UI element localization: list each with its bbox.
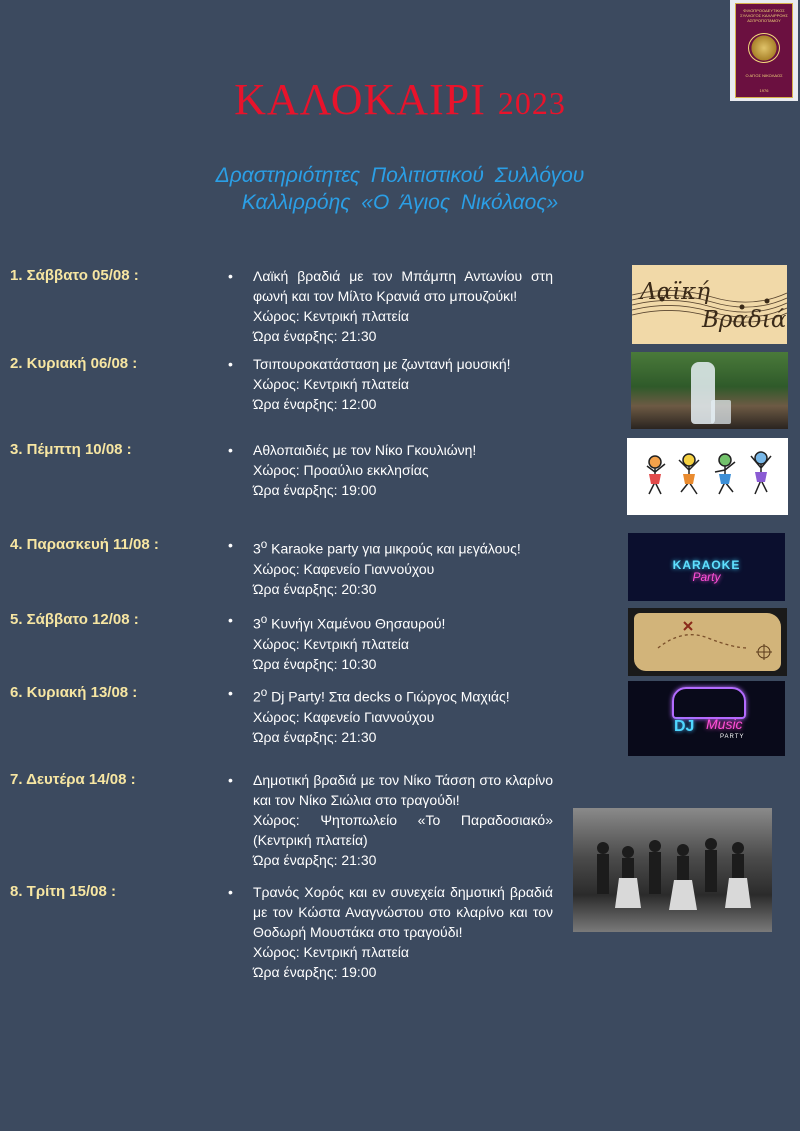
kids-figures-icon (627, 438, 788, 515)
event-day: 2. Κυριακή 06/08 : (10, 355, 138, 372)
bullet-icon: • (228, 685, 233, 701)
event-start-time: Ώρα έναρξης: 21:30 (253, 728, 377, 745)
karaoke-party-image (628, 533, 785, 601)
tsipouro-bottle-image (631, 352, 788, 429)
laiki-vradia-image (632, 265, 787, 344)
ordinal-suffix: ο (260, 538, 268, 551)
dancers-silhouette-icon (573, 808, 772, 932)
event-day: 5. Σάββατο 12/08 : (10, 611, 139, 628)
event-venue: Χώρος: Προαύλιο εκκλησίας (253, 462, 429, 478)
ordinal-number: 2 (253, 688, 261, 705)
bullet-icon: • (228, 268, 233, 284)
title-year: 2023 (497, 85, 566, 121)
title-word: ΚΑΛΟΚΑΙΡΙ (234, 75, 486, 124)
image-word-vradia: Βραδιά (702, 307, 787, 333)
logo-text-mid: Ο ΑΓΙΟΣ ΝΙΚΟΛΑΟΣ (745, 73, 783, 78)
event-activity: Αθλοπαιδιές με τον Νίκο Γκουλιώνη! (253, 442, 477, 458)
event-activity: Δημοτική βραδιά με τον Νίκο Τάσση στο κλαρίνο και τον Νίκο Σιώλια στο τραγούδι! (253, 772, 553, 808)
event-start-time: Ώρα έναρξης: 21:30 (253, 328, 377, 344)
event-start-time: Ώρα έναρξης: 12:00 (253, 396, 377, 412)
party-word: Party (692, 570, 721, 584)
event-day: 6. Κυριακή 13/08 : (10, 684, 138, 701)
event-activity: Τσιπουροκατάσταση με ζωντανή μουσική! (253, 356, 511, 372)
logo-text-bottom: 1976 (759, 88, 769, 93)
map-markings-icon (628, 608, 787, 676)
event-description (253, 770, 553, 870)
event-venue: Χώρος: Ψητοπωλείο «Το Παραδοσιακό» (Κεντρική πλατεία) (253, 812, 553, 848)
event-activity (253, 610, 553, 634)
event-description (253, 535, 553, 599)
logo-banner (735, 3, 793, 98)
karaoke-word: KARAOKE (672, 558, 741, 572)
ordinal-suffix: ο (260, 686, 268, 699)
kids-playing-image (627, 438, 788, 515)
bullet-icon: • (228, 884, 233, 900)
event-day: 8. Τρίτη 15/08 : (10, 883, 117, 900)
event-start-time: Ώρα έναρξης: 19:00 (253, 482, 377, 498)
event-description (253, 683, 553, 747)
event-day: 4. Παρασκευή 11/08 : (10, 536, 159, 553)
headphones-icon (672, 687, 746, 719)
bullet-icon: • (228, 537, 233, 553)
event-start-time: Ώρα έναρξης: 19:00 (253, 964, 377, 980)
page-subtitle (0, 162, 800, 216)
event-description (253, 266, 553, 346)
ordinal-suffix: ο (260, 613, 268, 626)
traditional-dance-photo (573, 808, 772, 932)
bullet-icon: • (228, 356, 233, 372)
image-word-laiki: Λαϊκή (640, 279, 711, 305)
bullet-icon: • (228, 442, 233, 458)
event-start-time: Ώρα έναρξης: 10:30 (253, 655, 377, 672)
event-activity: Τρανός Χορός και εν συνεχεία δημοτική βραδιά με τον Κώστα Αναγνώστου στο κλαρίνο και τον Θοδωρή Μουστάκα στο τραγούδι! (253, 884, 553, 940)
event-description (253, 882, 553, 982)
event-day: 1. Σάββατο 05/08 : (10, 267, 139, 284)
ordinal-number: 3 (253, 540, 261, 557)
event-venue: Χώρος: Κεντρική πλατεία (253, 376, 409, 392)
activity-text: Κυνήγι Χαμένου Θησαυρού! (267, 615, 446, 632)
activity-text: Karaoke party για μικρούς και μεγάλους! (267, 540, 521, 557)
event-venue: Χώρος: Κεντρική πλατεία (253, 944, 409, 960)
event-start-time: Ώρα έναρξης: 21:30 (253, 852, 377, 868)
bullet-icon: • (228, 612, 233, 628)
party-word: PARTY (720, 734, 745, 740)
glass-shape (711, 400, 731, 424)
ordinal-number: 3 (253, 615, 261, 632)
event-day: 7. Δευτέρα 14/08 : (10, 771, 136, 788)
event-activity (253, 683, 553, 707)
event-description (253, 610, 553, 674)
event-day: 3. Πέμπτη 10/08 : (10, 441, 132, 458)
event-venue: Χώρος: Κεντρική πλατεία (253, 635, 409, 652)
event-description (253, 354, 553, 414)
association-banner-logo (730, 0, 798, 101)
subtitle-line-2: Καλλιρρόης «Ο Άγιος Νικόλαος» (241, 191, 559, 214)
event-start-time: Ώρα έναρξης: 20:30 (253, 580, 377, 597)
logo-text-top: ΦΙΛΟΠΡΟΟΔΕΥΤΙΚΟΣ ΣΥΛΛΟΓΟΣ ΚΑΛΛΙΡΡΟΗΣ ΑΣΠΡΟΠΟΤΑΜΟΥ (740, 8, 788, 23)
bullet-icon: • (228, 772, 233, 788)
event-description (253, 440, 553, 500)
music-word: Music (706, 716, 743, 732)
logo-emblem-icon (748, 33, 780, 63)
dj-music-party-image (628, 681, 785, 756)
subtitle-line-1: Δραστηριότητες Πολιτιστικού Συλλόγου (215, 164, 585, 187)
page-title (0, 74, 800, 125)
event-venue: Χώρος: Κεντρική πλατεία (253, 308, 409, 324)
dj-word: DJ (674, 718, 695, 735)
event-activity (253, 535, 553, 559)
activity-text: Dj Party! Στα decks ο Γιώργος Μαχιάς! (267, 688, 510, 705)
event-activity: Λαϊκή βραδιά με τον Μπάμπη Αντωνίου στη φωνή και τον Μίλτο Κρανιά στο μπουζούκι! (253, 268, 553, 304)
treasure-map-image (628, 608, 787, 676)
event-venue: Χώρος: Καφενείο Γιαννούχου (253, 708, 435, 725)
event-venue: Χώρος: Καφενείο Γιαννούχου (253, 560, 435, 577)
